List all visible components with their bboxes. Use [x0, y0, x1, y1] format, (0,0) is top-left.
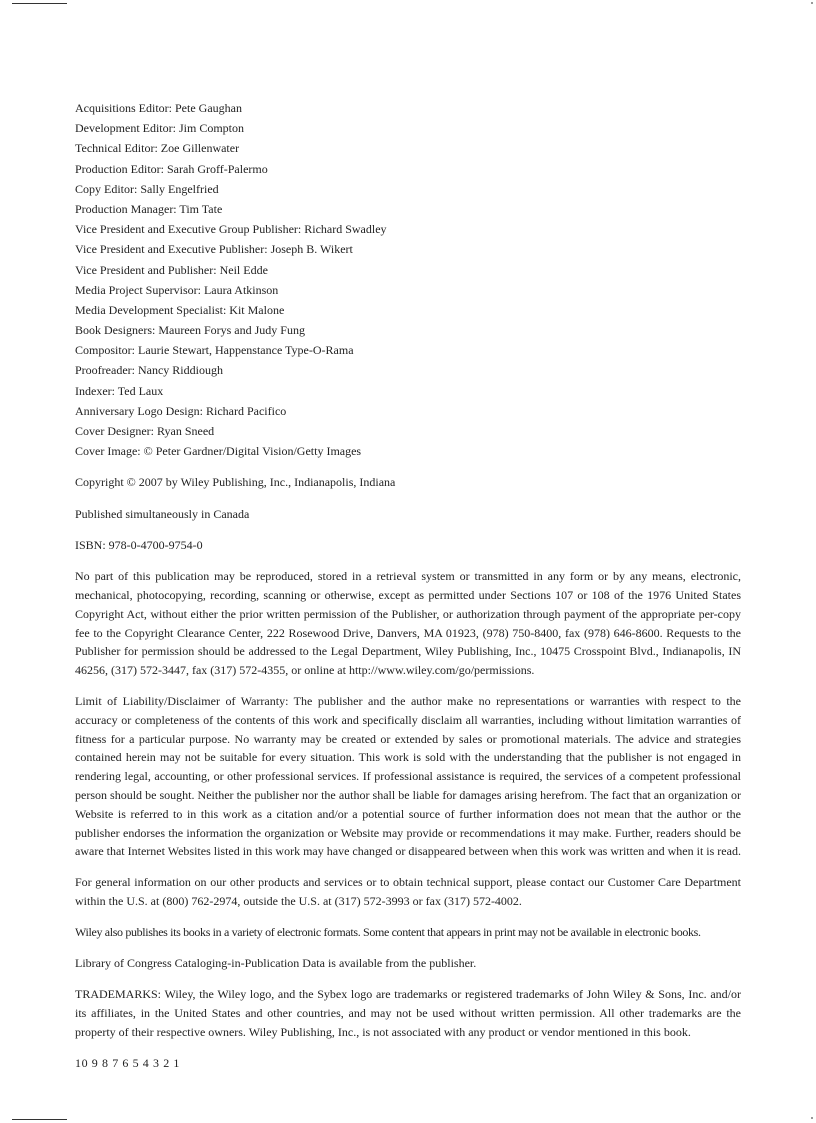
- reproduction-notice: No part of this publication may be reproduced, stored in a retrieval system or transmitted in any form or by any means, electronic, mechanical, photocopying, recording, scanning or otherwise, except as permitted under Sections 107 or 108 of the 1976 United States Copyright Act, without either the prior written permission of the Publisher, or authorization through payment of the appropriate per-copy fee to the Copyright Clearance Center, 222 Rosewood Drive, Danvers, MA 01923, (978) 750-8400, fax (978) 646-8600. Requests to the Publisher for permission should be addressed to the Legal Department, Wiley Publishing, Inc., 10475 Crosspoint Blvd., Indianapolis, IN 46256, (317) 572-3447, fax (317) 572-4355, or online at http://www.wiley.com/go/permissions.: [75, 569, 741, 678]
- isbn: ISBN: 978-0-4700-9754-0: [75, 537, 203, 552]
- credit-line: Development Editor: Jim Compton: [75, 121, 244, 136]
- credit-line: Media Development Specialist: Kit Malone: [75, 302, 285, 317]
- credit-line: Acquisitions Editor: Pete Gaughan: [75, 101, 242, 115]
- crop-mark-top: [12, 3, 67, 4]
- credit-line: Vice President and Executive Publisher: Joseph B. Wikert: [75, 242, 353, 257]
- cataloging-note: Library of Congress Cataloging-in-Publication Data is available from the publisher.: [75, 956, 477, 971]
- electronic-formats-note: Wiley also publishes its books in a variety of electronic formats. Some content that appears in print may not be available in electronic books.: [75, 924, 701, 939]
- credit-line: Vice President and Executive Group Publisher: Richard Swadley: [75, 222, 387, 237]
- credit-line: Indexer: Ted Laux: [75, 383, 164, 398]
- credit-line: Anniversary Logo Design: Richard Pacifico: [75, 403, 287, 418]
- credit-line: Production Editor: Sarah Groff-Palermo: [75, 161, 268, 176]
- credits-list: [75, 98, 741, 461]
- liability-disclaimer: Limit of Liability/Disclaimer of Warranty: The publisher and the author make no representations or warranties with respect to the accuracy or completeness of the contents of this work and specifically disclaim all warranties, including without limitation warranties of fitness for a particular purpose. No warranty may be created or extended by sales or promotional materials. The advice and strategies contained herein may not be suitable for every situation. This work is sold with the understanding that the publisher is not engaged in rendering legal, accounting, or other professional services. If professional assistance is required, the services of a competent professional person should be sought. Neither the publisher nor the author shall be liable for damages arising herefrom. The fact that an organization or Website is referred to in this work as a citation and/or a potential source of further information does not mean that the author or the publisher endorses the information the organization or Website may provide or recommendations it may make. Further, readers should be aware that Internet Websites listed in this work may have changed or disappeared between when this work was written and when it is read.: [75, 694, 741, 859]
- copyright-notice: Copyright © 2007 by Wiley Publishing, Inc., Indianapolis, Indiana: [75, 475, 396, 490]
- credit-line: Production Manager: Tim Tate: [75, 201, 223, 216]
- publication-note: Published simultaneously in Canada: [75, 506, 250, 521]
- crop-mark-bottom: [12, 1119, 67, 1120]
- trademarks-notice: TRADEMARKS: Wiley, the Wiley logo, and the Sybex logo are trademarks or registered trademarks of John Wiley & Sons, Inc. and/or its affiliates, in the United States and other countries, and may not be used without written permission. All other trademarks are the property of their respective owners. Wiley Publishing, Inc., is not associated with any product or vendor mentioned in this book.: [75, 987, 741, 1039]
- copyright-page: [75, 98, 741, 1073]
- customer-support-info: For general information on our other products and services or to obtain technical support, please contact our Customer Care Department within the U.S. at (800) 762-2974, outside the U.S. at (317) 572-3993 or fax (317) 572-4002.: [75, 875, 741, 909]
- crop-dot-bottom-right: [811, 1117, 813, 1119]
- credit-line: Copy Editor: Sally Engelfried: [75, 181, 219, 196]
- credit-line: Vice President and Publisher: Neil Edde: [75, 262, 268, 277]
- credit-line: Media Project Supervisor: Laura Atkinson: [75, 282, 279, 297]
- crop-dot-top-right: [811, 2, 813, 4]
- credit-line: Technical Editor: Zoe Gillenwater: [75, 141, 240, 156]
- credit-line: Book Designers: Maureen Forys and Judy Fung: [75, 323, 305, 338]
- credit-line: Proofreader: Nancy Riddiough: [75, 363, 223, 378]
- credit-line: Cover Image: © Peter Gardner/Digital Vision/Getty Images: [75, 444, 362, 459]
- credit-line: Compositor: Laurie Stewart, Happenstance Type-O-Rama: [75, 343, 354, 358]
- printing-line: 10 9 8 7 6 5 4 3 2 1: [75, 1055, 180, 1070]
- credit-line: Cover Designer: Ryan Sneed: [75, 424, 215, 438]
